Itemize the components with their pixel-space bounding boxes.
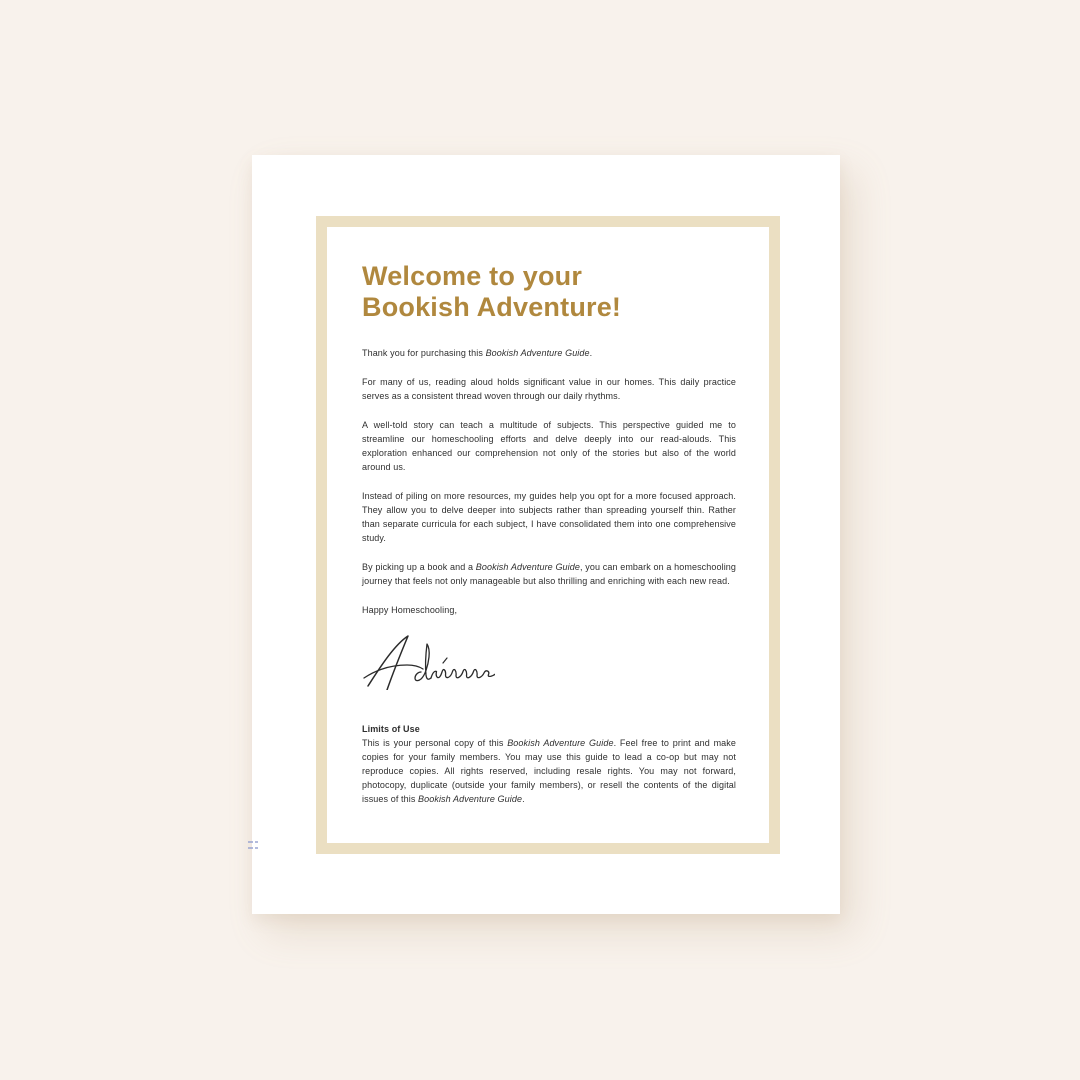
paragraph-reading-aloud: For many of us, reading aloud holds significant value in our homes. This daily practice serves as a consistent thread woven through our daily rhythms.: [362, 377, 736, 401]
paragraph-focused-approach: Instead of piling on more resources, my guides help you opt for a more focused approach. They allow you to delve deeper into subjects rather than spreading yourself thin. Rather than separate curricula for each subject, I have consolidated them into one comprehensive study.: [362, 491, 736, 543]
artifact-row: [248, 847, 260, 850]
limits-heading: Limits of Use: [362, 724, 420, 734]
paragraph-well-told-story: A well-told story can teach a multitude of subjects. This perspective guided me to streamline our homeschooling efforts and delve deeply into our read-alouds. This exploration enhanced our comprehension not only of the stories but also of the world around us.: [362, 420, 736, 472]
signature-script-adrianne: [363, 632, 495, 690]
title-line-2: Bookish Adventure!: [362, 292, 622, 322]
limits-of-use-section: [362, 722, 736, 806]
document-page: [252, 155, 840, 914]
artifact-row: [248, 841, 260, 844]
signature: [363, 632, 736, 690]
paragraph-embark: By picking up a book and a Bookish Adventure Guide, you can embark on a homeschooling journey that feels not only manageable but also thrilling and enriching with each new read.: [362, 562, 737, 586]
page-edge-artifact: [248, 841, 260, 853]
title-line-1: Welcome to your: [362, 261, 583, 291]
decorative-frame: [316, 216, 780, 854]
limits-body: This is your personal copy of this Bookish Adventure Guide. Feel free to print and make copies for your family members. You may use this guide to lead a co-op but may not reproduce copies. All rights reserved, including resale rights. You may not forward, photocopy, duplicate (outside your family members), or resell the contents of the digital issues of this Bookish Adventure Guide.: [362, 738, 736, 804]
page-title: [362, 261, 736, 323]
paragraph-thank-you: Thank you for purchasing this Bookish Adventure Guide.: [362, 348, 593, 358]
letter-content: [327, 227, 769, 843]
closing-line: Happy Homeschooling,: [362, 605, 458, 615]
